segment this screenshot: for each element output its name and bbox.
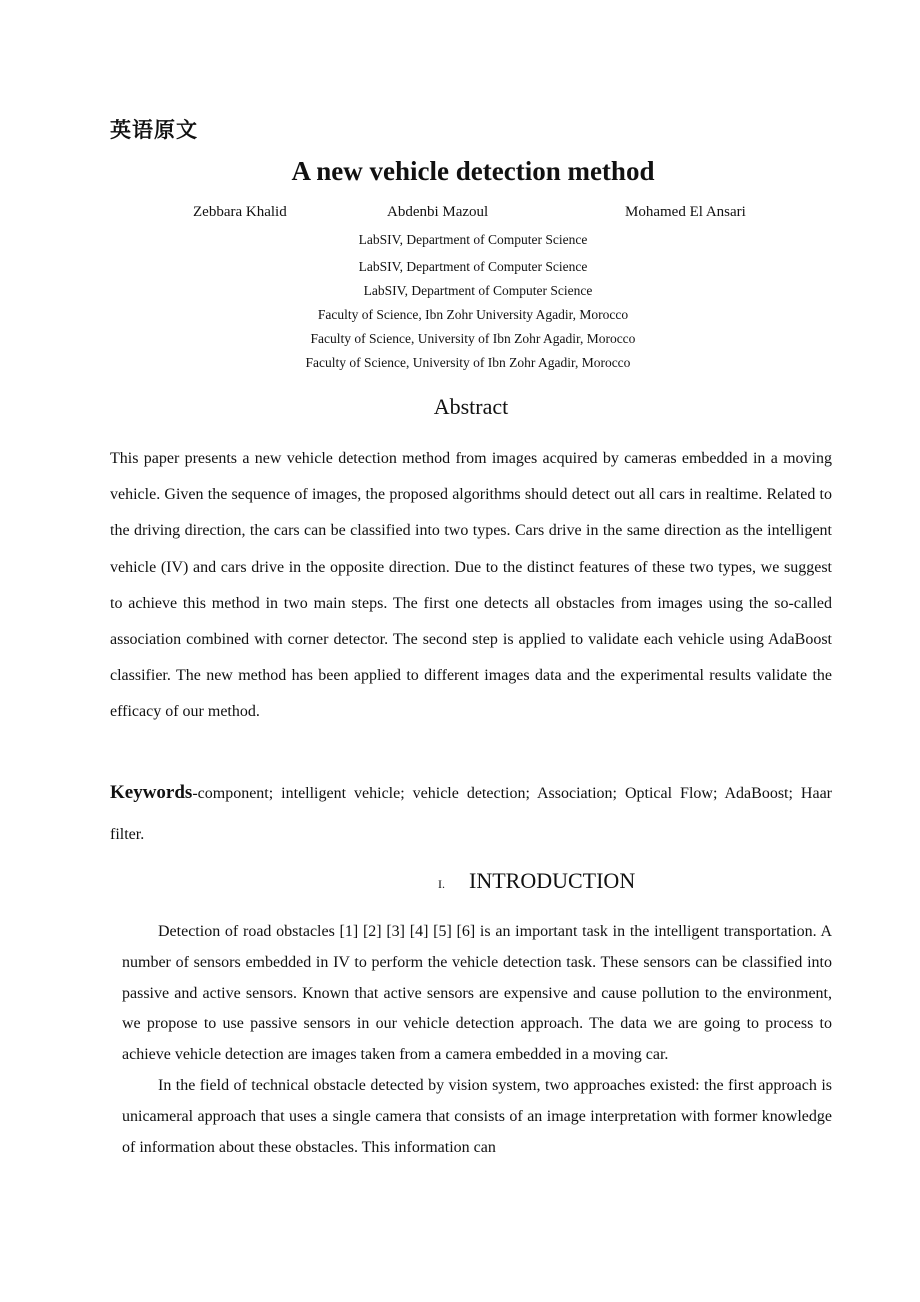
- paper-title: A new vehicle detection method: [291, 156, 655, 186]
- abstract-body: This paper presents a new vehicle detection method from images acquired by cameras embedded in a moving vehicle. Given the sequence of images, the proposed algorithms should detect out all cars in realtime. Related to the driving direction, the cars can be classified into two types. Cars drive in the same direction as the intelligent vehicle (IV) and cars drive in the opposite direction. Due to the distinct features of these two types, we suggest to achieve this method in two main steps. The first one detects all obstacles from images using the so-called association combined with corner detector. The second step is applied to validate each vehicle using AdaBoost classifier. The new method has been applied to different images data and the experimental results validate the efficacy of our method.: [110, 450, 832, 721]
- affiliation-line: LabSIV, Department of Computer Science: [358, 259, 588, 274]
- section-label: 英语原文: [110, 118, 198, 142]
- introduction-body: [122, 917, 832, 1163]
- paragraph: In the field of technical obstacle detected by vision system, two approaches existed: the first approach is unicameral approach that uses a single camera that consists of an image interpretation with former knowledge of information about these obstacles. This information can: [122, 1076, 832, 1156]
- keywords-text: -component; intelligent vehicle; vehicle detection; Association; Optical Flow; AdaBoost; Haar filter.: [110, 785, 832, 843]
- keywords: [110, 772, 832, 855]
- affiliation-line: LabSIV, Department of Computer Science: [363, 283, 593, 298]
- author-name: Abdenbi Mazoul: [387, 204, 489, 220]
- keywords-label: Keywords: [110, 782, 193, 803]
- paragraph: Detection of road obstacles [1] [2] [3] [4] [5] [6] is an important task in the intelligent transportation. A number of sensors embedded in IV to perform the vehicle detection task. These sensors can be classified into passive and active sensors. Known that active sensors are expensive and cause pollution to the environment, we propose to use passive sensors in our vehicle detection approach. The data we are going to process to achieve vehicle detection are images taken from a camera embedded in a moving car.: [122, 923, 832, 1064]
- affiliation-line: Faculty of Science, Ibn Zohr University Agadir, Morocco: [317, 307, 629, 322]
- affiliation-line: Faculty of Science, University of Ibn Zohr Agadir, Morocco: [310, 331, 636, 346]
- section-number: I.: [438, 877, 445, 891]
- author-name: Zebbara Khalid: [193, 204, 287, 220]
- affiliation-line: LabSIV, Department of Computer Science: [358, 232, 588, 247]
- introduction-heading: [438, 868, 635, 894]
- abstract-heading: Abstract: [433, 394, 509, 419]
- section-title: INTRODUCTION: [469, 868, 636, 893]
- author-name: Mohamed El Ansari: [625, 204, 746, 220]
- affiliation-line: Faculty of Science, University of Ibn Zohr Agadir, Morocco: [305, 355, 631, 370]
